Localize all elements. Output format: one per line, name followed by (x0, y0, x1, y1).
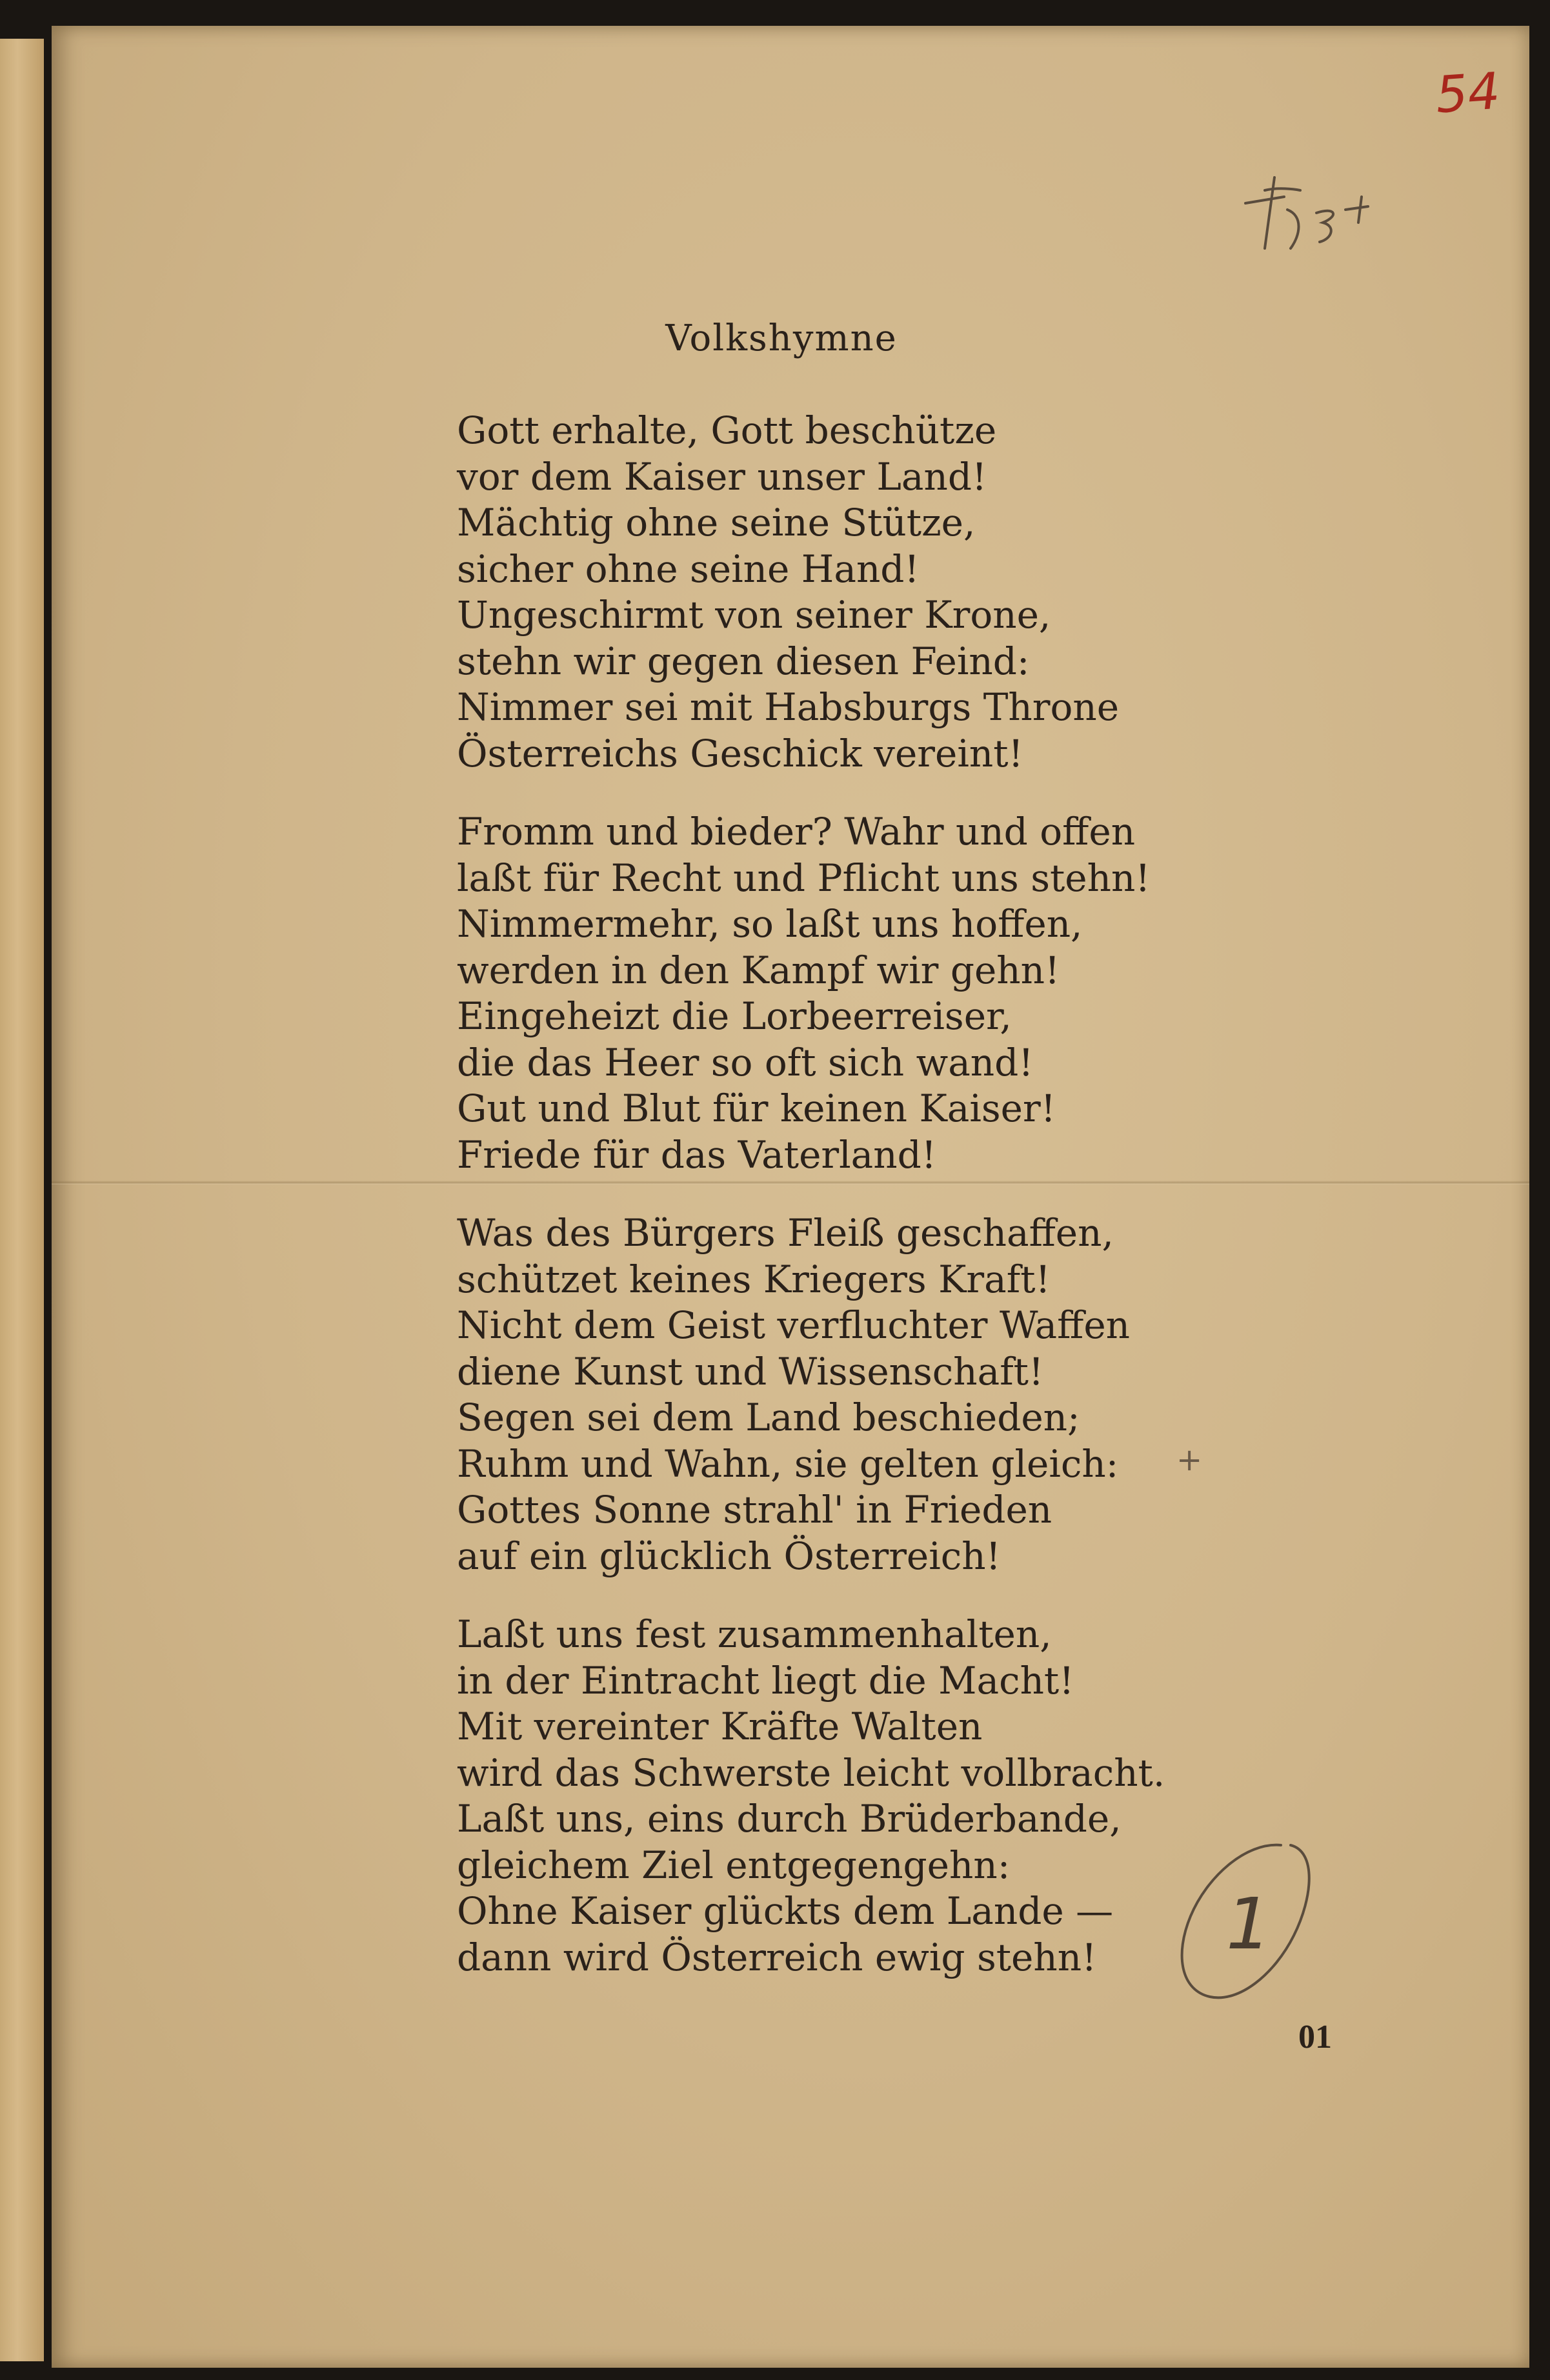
circled-annotation (1162, 1826, 1329, 2013)
poem-line: laßt für Recht und Pflicht uns stehn! (457, 855, 1151, 900)
poem-line: Nimmer sei mit Habsburgs Throne (457, 685, 1120, 729)
handwritten-page-number: 54 (1433, 62, 1502, 125)
poem-line: Laßt uns fest zusammenhalten, (457, 1612, 1052, 1656)
poem-line: Laßt uns, eins durch Brüderbande, (457, 1797, 1122, 1841)
poem-line: vor dem Kaiser unser Land! (457, 454, 987, 499)
poem-line: auf ein glücklich Österreich! (457, 1534, 1001, 1578)
poem-line: wird das Schwerste leicht vollbracht. (457, 1750, 1165, 1795)
poem-title: Volkshymne (665, 317, 898, 359)
poem-line: stehn wir gegen diesen Feind: (457, 639, 1030, 683)
poem-line: dann wird Österreich ewig stehn! (457, 1935, 1097, 1979)
poem-line: Gottes Sonne strahl' in Frieden (457, 1488, 1052, 1532)
poem-line: Was des Bürgers Fleiß geschaffen, (457, 1211, 1114, 1255)
poem-line: Mächtig ohne seine Stütze, (457, 501, 976, 545)
poem-line: Friede für das Vaterland! (457, 1132, 937, 1177)
poem-line: Ruhm und Wahn, sie gelten gleich: (457, 1441, 1119, 1486)
poem-line: schützet keines Kriegers Kraft! (457, 1257, 1051, 1301)
poem-line: Österreichs Geschick vereint! (457, 731, 1023, 775)
pencil-scribble-mark (1239, 152, 1420, 261)
stanza (457, 408, 1231, 777)
page-number: 01 (1298, 2019, 1332, 2055)
poem-line: Fromm und bieder? Wahr und offen (457, 810, 1136, 854)
poem-line: diene Kunst und Wissenschaft! (457, 1349, 1044, 1394)
poem-line: Gut und Blut für keinen Kaiser! (457, 1086, 1056, 1130)
poem-line: Nicht dem Geist verfluchter Waffen (457, 1303, 1131, 1347)
poem-line: sicher ohne seine Hand! (457, 546, 920, 591)
poem-body (457, 408, 1231, 2013)
stanza (457, 1210, 1231, 1579)
binding-edge (0, 39, 44, 2361)
poem-line: Gott erhalte, Gott beschütze (457, 408, 997, 452)
circled-annotation-text: 1 (1226, 1883, 1271, 1965)
pencil-cross-mark: + (1176, 1442, 1203, 1478)
stanza (457, 809, 1231, 1178)
poem-line: in der Eintracht liegt die Macht! (457, 1658, 1074, 1703)
poem-line: Eingeheizt die Lorbeerreiser, (457, 994, 1012, 1038)
stanza (457, 1612, 1231, 1981)
poem-line: werden in den Kampf wir gehn! (457, 948, 1060, 992)
poem-line: Ungeschirmt von seiner Krone, (457, 593, 1051, 637)
poem-line: Nimmermehr, so laßt uns hoffen, (457, 902, 1083, 946)
poem-line: Ohne Kaiser glückts dem Lande — (457, 1889, 1114, 1933)
poem-line: die das Heer so oft sich wand! (457, 1040, 1034, 1085)
poem-line: Mit vereinter Kräfte Walten (457, 1705, 983, 1748)
poem-line: Segen sei dem Land beschieden; (457, 1395, 1080, 1439)
poem-line: gleichem Ziel entgegengehn: (457, 1843, 1011, 1887)
